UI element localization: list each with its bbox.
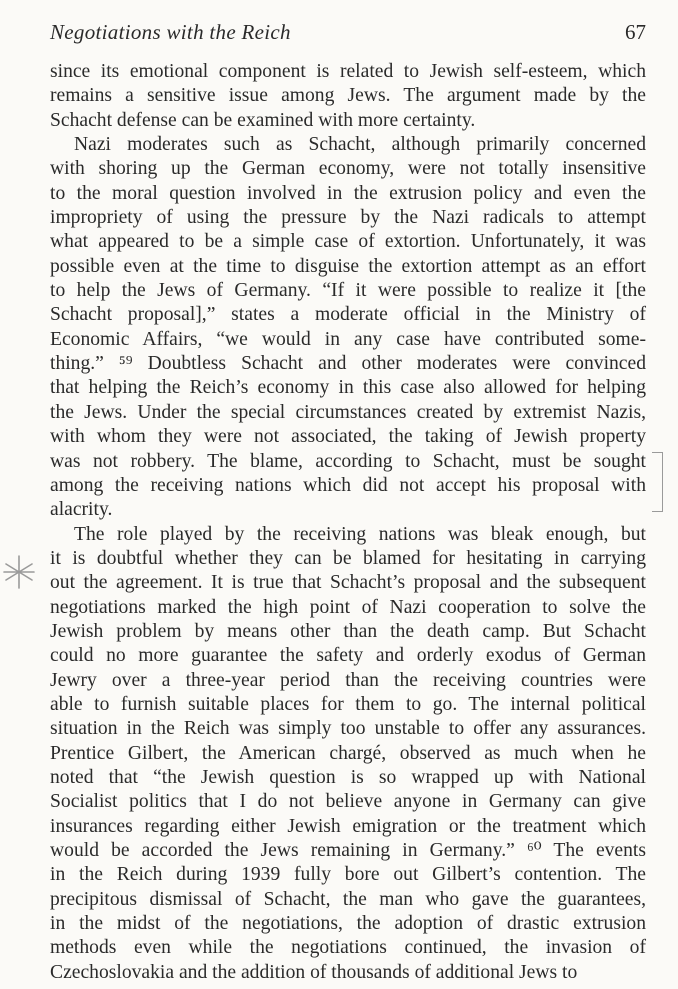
text-line: Schacht defense can be examined with more certainty.	[50, 109, 476, 131]
asterisk-icon	[2, 552, 36, 592]
text-line: what appeared to be a simple case of extortion. Unfortunately, it was	[50, 231, 646, 253]
text-line: with shoring up the German economy, were not totally insensitive	[50, 158, 646, 180]
text-line: that helping the Reich’s economy in this case also allowed for helping	[50, 377, 646, 399]
text-line: since its emotional component is related to Jewish self-esteem, which	[50, 61, 646, 82]
text-line: negotiations marked the high point of Nazi cooperation to solve the	[50, 596, 646, 618]
text-line: remains a sensitive issue among Jews. The argument made by the	[50, 85, 646, 107]
bracket-icon	[652, 452, 663, 512]
running-title: Negotiations with the Reich	[50, 20, 291, 44]
text-line: Czechoslovakia and the addition of thousands of additional Jews to	[50, 961, 578, 983]
text-line: possible even at the time to disguise the extortion attempt as an effort	[50, 255, 646, 277]
text-line: Prentice Gilbert, the American chargé, observed as much when he	[50, 742, 646, 764]
page-number: 67	[625, 20, 646, 44]
text-line: Schacht proposal],” states a moderate official in the Ministry of	[50, 304, 646, 326]
text-line: Jewish problem by means other than the death camp. But Schacht	[50, 620, 646, 642]
text-line: could no more guarantee the safety and orderly exodus of German	[50, 645, 646, 667]
body-text	[50, 60, 646, 985]
text-line: the Jews. Under the special circumstances created by extremist Nazis,	[50, 401, 646, 423]
text-line: insurances regarding either Jewish emigration or the treatment which	[50, 815, 646, 837]
text-line: to the moral question involved in the extrusion policy and even the	[50, 182, 646, 204]
text-line: precipitous dismissal of Schacht, the man who gave the guarantees,	[50, 888, 646, 910]
text-line: to help the Jews of Germany. “If it were possible to realize it [the	[50, 280, 646, 302]
text-line: noted that “the Jewish question is so wrapped up with National	[50, 766, 646, 788]
paragraph	[50, 133, 646, 523]
text-line: Nazi moderates such as Schacht, although primarily concerned	[74, 134, 646, 156]
text-line: Jewry over a three-year period than the receiving countries were	[50, 669, 646, 691]
text-line: The role played by the receiving nations was bleak enough, but	[74, 523, 646, 545]
page-header	[50, 20, 646, 46]
text-line: Socialist politics that I do not believe anyone in Germany can give	[50, 791, 646, 813]
text-line: it is doubtful whether they can be blamed for hesitating in carrying	[50, 547, 646, 569]
text-line: among the receiving nations which did not accept his proposal with	[50, 474, 646, 496]
text-line: situation in the Reich was simply too unstable to offer any assurances.	[50, 718, 646, 740]
text-line: out the agreement. It is true that Schacht’s proposal and the subsequent	[50, 572, 646, 594]
text-line: in the Reich during 1939 fully bore out Gilbert’s contention. The	[50, 864, 646, 886]
text-line: with whom they were not associated, the taking of Jewish property	[50, 426, 646, 448]
text-line: able to furnish suitable places for them to go. The internal political	[50, 693, 646, 715]
text-line: would be accorded the Jews remaining in Germany.” ⁶⁰ The events	[50, 840, 646, 861]
text-line: Economic Affairs, “we would in any case have contributed some-	[50, 328, 646, 350]
text-line: impropriety of using the pressure by the Nazi radicals to attempt	[50, 207, 646, 229]
text-line: methods even while the negotiations continued, the invasion of	[50, 937, 646, 959]
paragraph	[50, 523, 646, 986]
text-line: thing.” ⁵⁹ Doubtless Schacht and other moderates were convinced	[50, 353, 646, 375]
text-line: in the midst of the negotiations, the adoption of drastic extrusion	[50, 913, 646, 935]
text-line: was not robbery. The blame, according to Schacht, must be sought	[50, 450, 646, 472]
text-line: alacrity.	[50, 499, 113, 521]
paragraph	[50, 60, 646, 133]
